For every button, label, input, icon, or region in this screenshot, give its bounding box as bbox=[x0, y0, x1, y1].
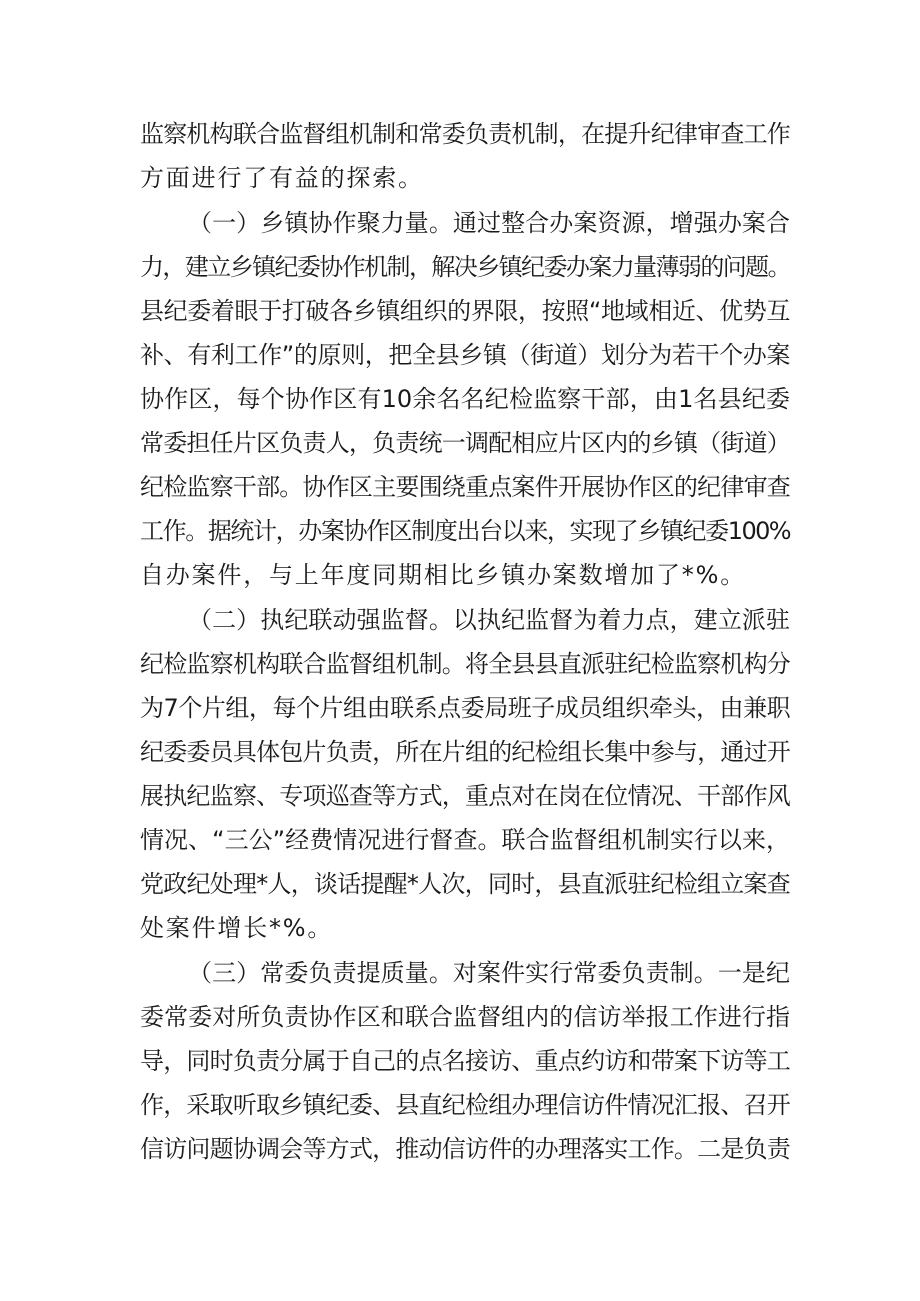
text-line: 协作区，每个协作区有10余名名纪检监察干部，由1名县纪委 bbox=[140, 385, 790, 413]
text-line: 情况、“三公”经费情况进行督查。联合监督组机制实行以来， bbox=[140, 826, 790, 854]
section-heading-line: （一）乡镇协作聚力量。通过整合办案资源，增强办案合 bbox=[188, 209, 790, 237]
text-line: 补、有利工作”的原则，把全县乡镇（街道）划分为若干个办案 bbox=[140, 341, 790, 369]
text-line: 工作。据统计，办案协作区制度出台以来，实现了乡镇纪委100% bbox=[140, 517, 790, 545]
text-line: 力，建立乡镇纪委协作机制，解决乡镇纪委办案力量薄弱的问题。 bbox=[140, 253, 790, 281]
text-line: 党政纪处理*人，谈话提醒*人次，同时，县直派驻纪检组立案查 bbox=[140, 870, 790, 898]
text-line: 信访问题协调会等方式，推动信访件的办理落实工作。二是负责 bbox=[140, 1135, 790, 1163]
text-line: 自办案件，与上年度同期相比乡镇办案数增加了*%。 bbox=[140, 561, 747, 589]
text-line: 为7个片组，每个片组由联系点委局班子成员组织牵头，由兼职 bbox=[140, 694, 790, 722]
text-line: 纪检监察干部。协作区主要围绕重点案件开展协作区的纪律审查 bbox=[140, 473, 790, 501]
section-heading-line: （二）执纪联动强监督。以执纪监督为着力点，建立派驻 bbox=[188, 606, 790, 634]
text-line: 委常委对所负责协作区和联合监督组内的信访举报工作进行指 bbox=[140, 1003, 790, 1031]
text-line: 常委担任片区负责人，负责统一调配相应片区内的乡镇（街道） bbox=[140, 429, 790, 457]
text-line: 作，采取听取乡镇纪委、县直纪检组办理信访件情况汇报、召开 bbox=[140, 1091, 790, 1119]
section-heading-line: （三）常委负责提质量。对案件实行常委负责制。一是纪 bbox=[188, 959, 790, 987]
text-line: 方面进行了有益的探索。 bbox=[140, 164, 424, 192]
text-line: 纪检监察机构联合监督组机制。将全县县直派驻纪检监察机构分 bbox=[140, 650, 790, 678]
text-line: 处案件增长*%。 bbox=[140, 914, 334, 942]
text-line: 纪委委员具体包片负责，所在片组的纪检组长集中参与，通过开 bbox=[140, 738, 790, 766]
text-line: 县纪委着眼于打破各乡镇组织的界限，按照“地域相近、优势互 bbox=[140, 297, 790, 325]
text-line: 导，同时负责分属于自己的点名接访、重点约访和带案下访等工 bbox=[140, 1047, 790, 1075]
text-line: 监察机构联合监督组机制和常委负责机制，在提升纪律审查工作 bbox=[140, 120, 790, 148]
text-line: 展执纪监察、专项巡查等方式，重点对在岗在位情况、干部作风 bbox=[140, 782, 790, 810]
